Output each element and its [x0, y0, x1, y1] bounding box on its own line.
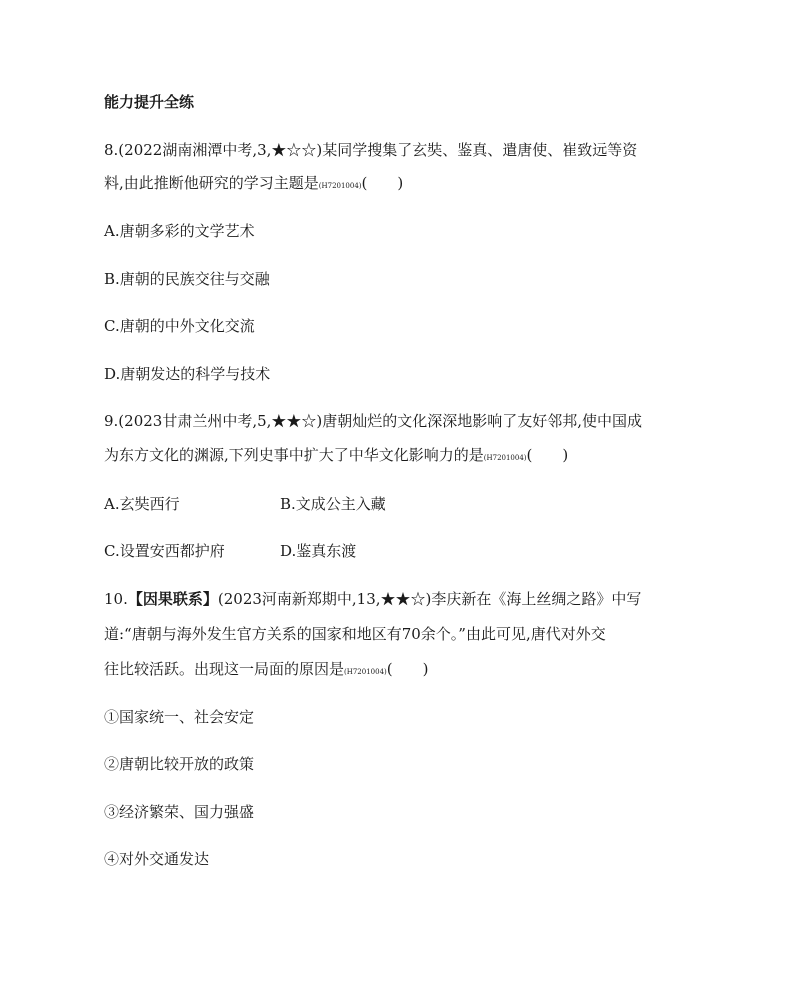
q9-options-row2 — [104, 541, 225, 561]
q9-option-d: D.鉴真东渡 — [280, 542, 357, 560]
q10-stem-line2: 道:“唐朝与海外发生官方关系的国家和地区有70余个。”由此可见,唐代对外交 — [104, 625, 606, 643]
q10-code: (H7201004) — [344, 668, 387, 676]
q9-stem-line2 — [104, 445, 568, 468]
q8-option-c: C.唐朝的中外文化交流 — [104, 317, 255, 335]
q10-answer-paren: ( ) — [386, 660, 429, 678]
q10-stem-line1 — [104, 589, 641, 609]
q10-number: 10. — [104, 590, 128, 608]
q9-options-row1 — [104, 494, 180, 514]
q10-item-1: ①国家统一、社会安定 — [104, 708, 255, 726]
q10-stem-text3: 往比较活跃。出现这一局面的原因是 — [104, 660, 345, 678]
q8-option-b: B.唐朝的民族交往与交融 — [104, 270, 270, 288]
q10-stem-text1: (2023河南新郑期中,13,★★☆)李庆新在《海上丝绸之路》中写 — [217, 590, 642, 608]
q9-stem-line1: 9.(2023甘肃兰州中考,5,★★☆)唐朝灿烂的文化深深地影响了友好邻邦,使中国成 — [104, 412, 643, 430]
q9-option-a: A.玄奘西行 — [104, 495, 180, 513]
q9-code: (H7201004) — [483, 454, 527, 462]
q8-option-a: A.唐朝多彩的文学艺术 — [104, 222, 255, 240]
q8-code: (H7201004) — [318, 182, 362, 190]
q9-option-c: C.设置安西都护府 — [104, 542, 225, 560]
q10-item-4: ④对外交通发达 — [104, 850, 210, 868]
q10-stem-line3 — [104, 659, 428, 682]
q9-option-b: B.文成公主入藏 — [280, 495, 386, 513]
q8-answer-paren: ( ) — [361, 174, 404, 192]
q10-tag: 【因果联系】 — [127, 590, 218, 608]
q10-item-2: ②唐朝比较开放的政策 — [104, 755, 255, 773]
q9-stem-text: 为东方文化的渊源,下列史事中扩大了中华文化影响力的是 — [104, 446, 484, 464]
q9-answer-paren: ( ) — [526, 446, 569, 464]
section-title: 能力提升全练 — [104, 93, 195, 111]
q8-stem-text: 料,由此推断他研究的学习主题是 — [104, 174, 319, 192]
q8-stem-line2 — [104, 173, 403, 196]
q10-item-3: ③经济繁荣、国力强盛 — [104, 803, 255, 821]
q8-option-d: D.唐朝发达的科学与技术 — [104, 365, 271, 383]
q8-stem-line1: 8.(2022湖南湘潭中考,3,★☆☆)某同学搜集了玄奘、鉴真、遣唐使、崔致远等资 — [104, 141, 638, 159]
